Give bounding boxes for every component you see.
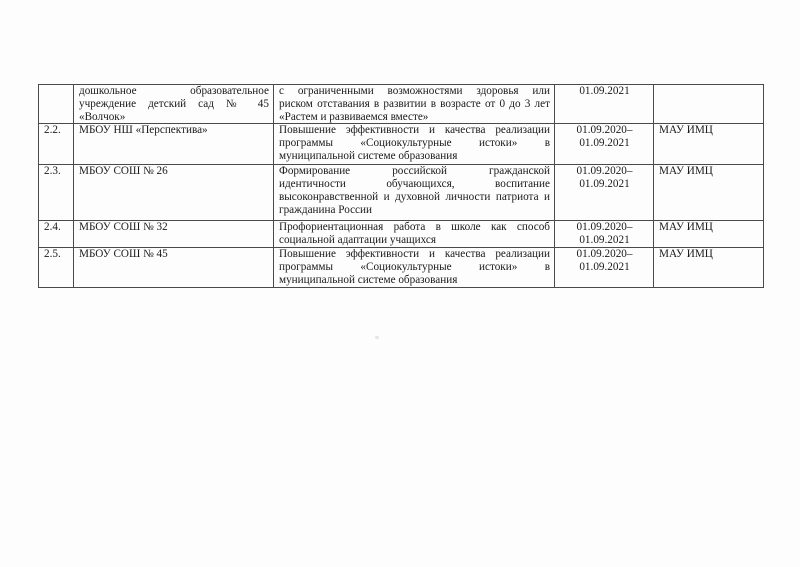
row-number: 2.5. [39,247,74,287]
supervisor-cell: МАУ ИМЦ [654,165,764,221]
project-topic-cell: Формирование российской гражданской идентичности обучающихся, воспитание высоконравственной и духовной личности патриота и гражданина России [274,165,555,221]
row-number: 2.4. [39,221,74,248]
organization-cell: дошкольное образовательное учреждение детский сад № 45 «Волчок» [74,85,274,124]
supervisor-cell [654,85,764,124]
project-topic-cell: Профориентационная работа в школе как способ социальной адаптации учащихся [274,221,555,248]
row-number: 2.2. [39,124,74,165]
organization-cell: МБОУ СОШ № 32 [74,221,274,248]
organization-cell: МБОУ СОШ № 26 [74,165,274,221]
organization-cell: МБОУ НШ «Перспектива» [74,124,274,165]
period-cell: 01.09.2020– 01.09.2021 [555,124,654,165]
project-topic-cell: Повышение эффективности и качества реализации программы «Социокультурные истоки» в муниципальной системе образования [274,247,555,287]
period-cell: 01.09.2020– 01.09.2021 [555,247,654,287]
row-number [39,85,74,124]
project-topic-cell: Повышение эффективности и качества реализации программы «Социокультурные истоки» в муниципальной системе образования [274,124,555,165]
table-row [39,124,764,165]
scan-speck [375,336,379,339]
period-cell: 01.09.2020– 01.09.2021 [555,221,654,248]
project-topic-cell: с ограниченными возможностями здоровья или риском отставания в развитии в возрасте от 0 до 3 лет «Растем и развиваемся вместе» [274,85,555,124]
supervisor-cell: МАУ ИМЦ [654,221,764,248]
period-cell: 01.09.2021 [555,85,654,124]
table-row [39,85,764,124]
supervisor-cell: МАУ ИМЦ [654,247,764,287]
row-number: 2.3. [39,165,74,221]
table-row [39,165,764,221]
supervisor-cell: МАУ ИМЦ [654,124,764,165]
period-cell: 01.09.2020– 01.09.2021 [555,165,654,221]
organization-cell: МБОУ СОШ № 45 [74,247,274,287]
table-row [39,247,764,287]
innovation-projects-table [38,84,764,288]
table-row [39,221,764,248]
